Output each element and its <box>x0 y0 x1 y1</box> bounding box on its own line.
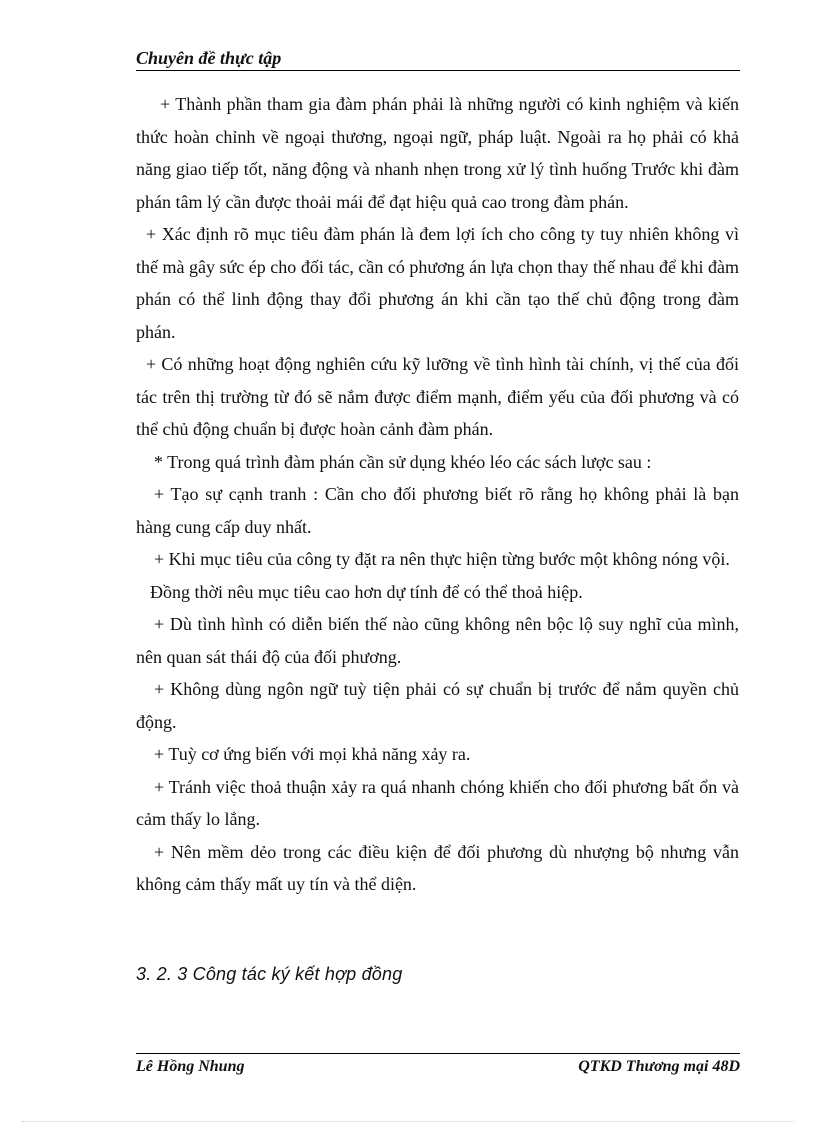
paragraph: Đồng thời nêu mục tiêu cao hơn dự tính để có thể thoả hiệp. <box>150 581 583 602</box>
paragraph: + Khi mục tiêu của công ty đặt ra nên thực hiện từng bước một không nóng vội. <box>154 549 730 569</box>
footer-class: QTKD Thương mại 48D <box>578 1058 740 1075</box>
page-bottom-border <box>22 1121 794 1122</box>
page-header-title: Chuyên đề thực tập <box>136 48 740 71</box>
paragraph: + Tránh việc thoả thuận xảy ra quá nhanh chóng khiến cho đối phương bất ổn và cảm thấy lo lắng. <box>136 776 739 829</box>
document-body <box>136 88 739 901</box>
page-footer <box>136 1053 740 1076</box>
section-heading: 3. 2. 3 Công tác ký kết hợp đồng <box>136 964 403 984</box>
paragraph: + Không dùng ngôn ngữ tuỳ tiện phải có sự chuẩn bị trước để nắm quyền chủ động. <box>136 679 739 732</box>
paragraph: + Xác định rõ mục tiêu đàm phán là đem lợi ích cho công ty tuy nhiên không vì thế mà gây sức ép cho đối tác, cần có phương án lựa chọn thay thế nhau để khi đàm phán có thể linh động thay đổi phương án khi cần tạo thế chủ động trong đàm phán. <box>136 224 739 342</box>
paragraph: + Nên mềm dẻo trong các điều kiện để đối phương dù nhượng bộ nhưng vẫn không cảm thấy mất uy tín và thể diện. <box>136 841 739 894</box>
paragraph: + Dù tình hình có diễn biến thế nào cũng không nên bộc lộ suy nghĩ của mình, nên quan sát thái độ của đối phương. <box>136 614 739 667</box>
paragraph: + Thành phần tham gia đàm phán phải là những người có kinh nghiệm và kiến thức hoàn chỉnh về ngoại thương, ngoại ngữ, pháp luật. Ngoài ra họ phải có khả năng giao tiếp tốt, năng động và nhanh nhẹn trong xử lý tình huống Trước khi đàm phán tâm lý cần được thoải mái để đạt hiệu quả cao trong đàm phán. <box>136 94 739 212</box>
paragraph: + Tuỳ cơ ứng biến với mọi khả năng xảy ra. <box>154 744 471 764</box>
paragraph: + Có những hoạt động nghiên cứu kỹ lưỡng về tình hình tài chính, vị thế của đối tác trên thị trường từ đó sẽ nắm được điểm mạnh, điểm yếu của đối phương và có thể chủ động chuẩn bị được hoàn cảnh đàm phán. <box>136 354 739 439</box>
paragraph: + Tạo sự cạnh tranh : Cần cho đối phương biết rõ rằng họ không phải là bạn hàng cung cấp duy nhất. <box>136 484 739 537</box>
paragraph: * Trong quá trình đàm phán cần sử dụng khéo léo các sách lược sau : <box>154 451 652 472</box>
footer-author: Lê Hồng Nhung <box>136 1058 245 1075</box>
